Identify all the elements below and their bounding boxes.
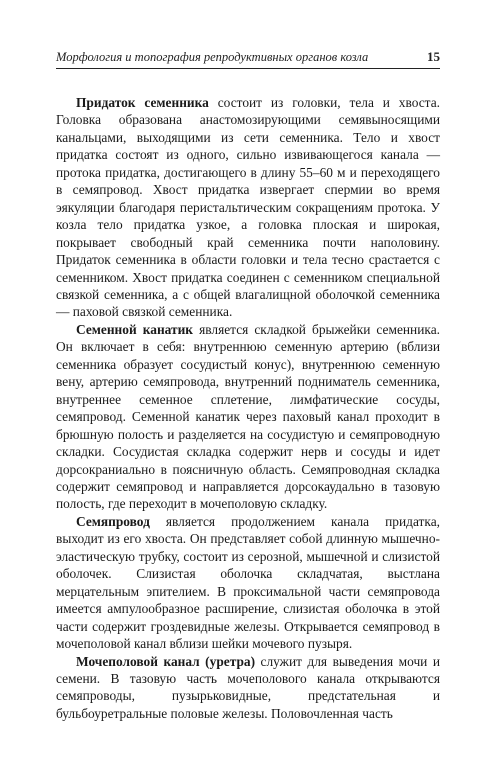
term-urethra: Мочеполовой канал (уретра) bbox=[76, 653, 256, 669]
term-epididymis: Придаток семенника bbox=[76, 95, 209, 110]
page-number: 15 bbox=[427, 49, 440, 64]
paragraph-text: состоит из головки, тела и хвоста. Головка образована анастомозирующими семявыносящими канальцами, выходящими из сети семенника. Тело и хвост придатка состоят из одного, сильно извивающегося канала — протока придатка, достигающего в длину 55–60 м и переходящего в семяпровод. Хвост придатка извергает спермии во время эякуляции благодаря перистальтическим сокращениям протока. У козла тело придатка узкое, а головка плоская и широкая, покрывает свободный край семенника почти наполовину. Придаток семенника в области головки и тела тесно срастается с семенником. Хвост придатка соединен с семенником специальной связкой семенника, а с общей влагалищной оболочкой семенника — паховой связкой семенника. bbox=[56, 95, 440, 320]
term-vas-deferens: Семяпровод bbox=[76, 513, 150, 529]
paragraph-text: является складкой брыжейки семенника. Он включает в себя: внутреннюю семенную артерию (вблизи семенника образует сосудистый конус), внутреннюю семенную вену, артерию семяпровода, внутренний подниматель семенника, внутреннее семенное сплетение, лимфатические сосуды, семяпровод. Семенной канатик через паховый канал проходит в брюшную полость и разделяется на сосудистую и семяпроводную складки. Сосудистая складка содержит нерв и сосуды и идет дорсокраниально в поясничную область. Семяпроводная складка содержит семяпровод и направляется дорсокаудально в тазовую полость, где переходит в мочеполовую складку. bbox=[56, 321, 440, 512]
term-spermatic-cord: Семенной канатик bbox=[76, 321, 194, 337]
body-text bbox=[56, 94, 440, 722]
paragraph-vas-deferens bbox=[56, 513, 440, 653]
running-title: Морфология и топография репродуктивных органов козла bbox=[56, 50, 369, 64]
paragraph-epididymis bbox=[56, 94, 440, 321]
paragraph-urethra bbox=[56, 653, 440, 723]
paragraph-text: является продолжением канала придатка, выходит из его хвоста. Он представляет собой длинную мышечно-эластическую трубку, состоит из серозной, мышечной и слизистой оболочек. Слизистая оболочка складчатая, выстлана мерцательным эпителием. В проксимальной части семяпровода имеется ампулообразное расширение, слизистая оболочка в этой части содержит гроздевидные железы. Открывается семяпровод в мочеполовой канал вблизи шейки мочевого пузыря. bbox=[56, 513, 440, 652]
paragraph-text: служит для выведения мочи и семени. В тазовую часть мочеполового канала открываются семяпроводы, пузырьковидные, предстательная и бульбоуретральные половые железы. Половочленная часть bbox=[56, 653, 440, 721]
paragraph-spermatic-cord bbox=[56, 321, 440, 513]
page-header bbox=[56, 50, 440, 69]
